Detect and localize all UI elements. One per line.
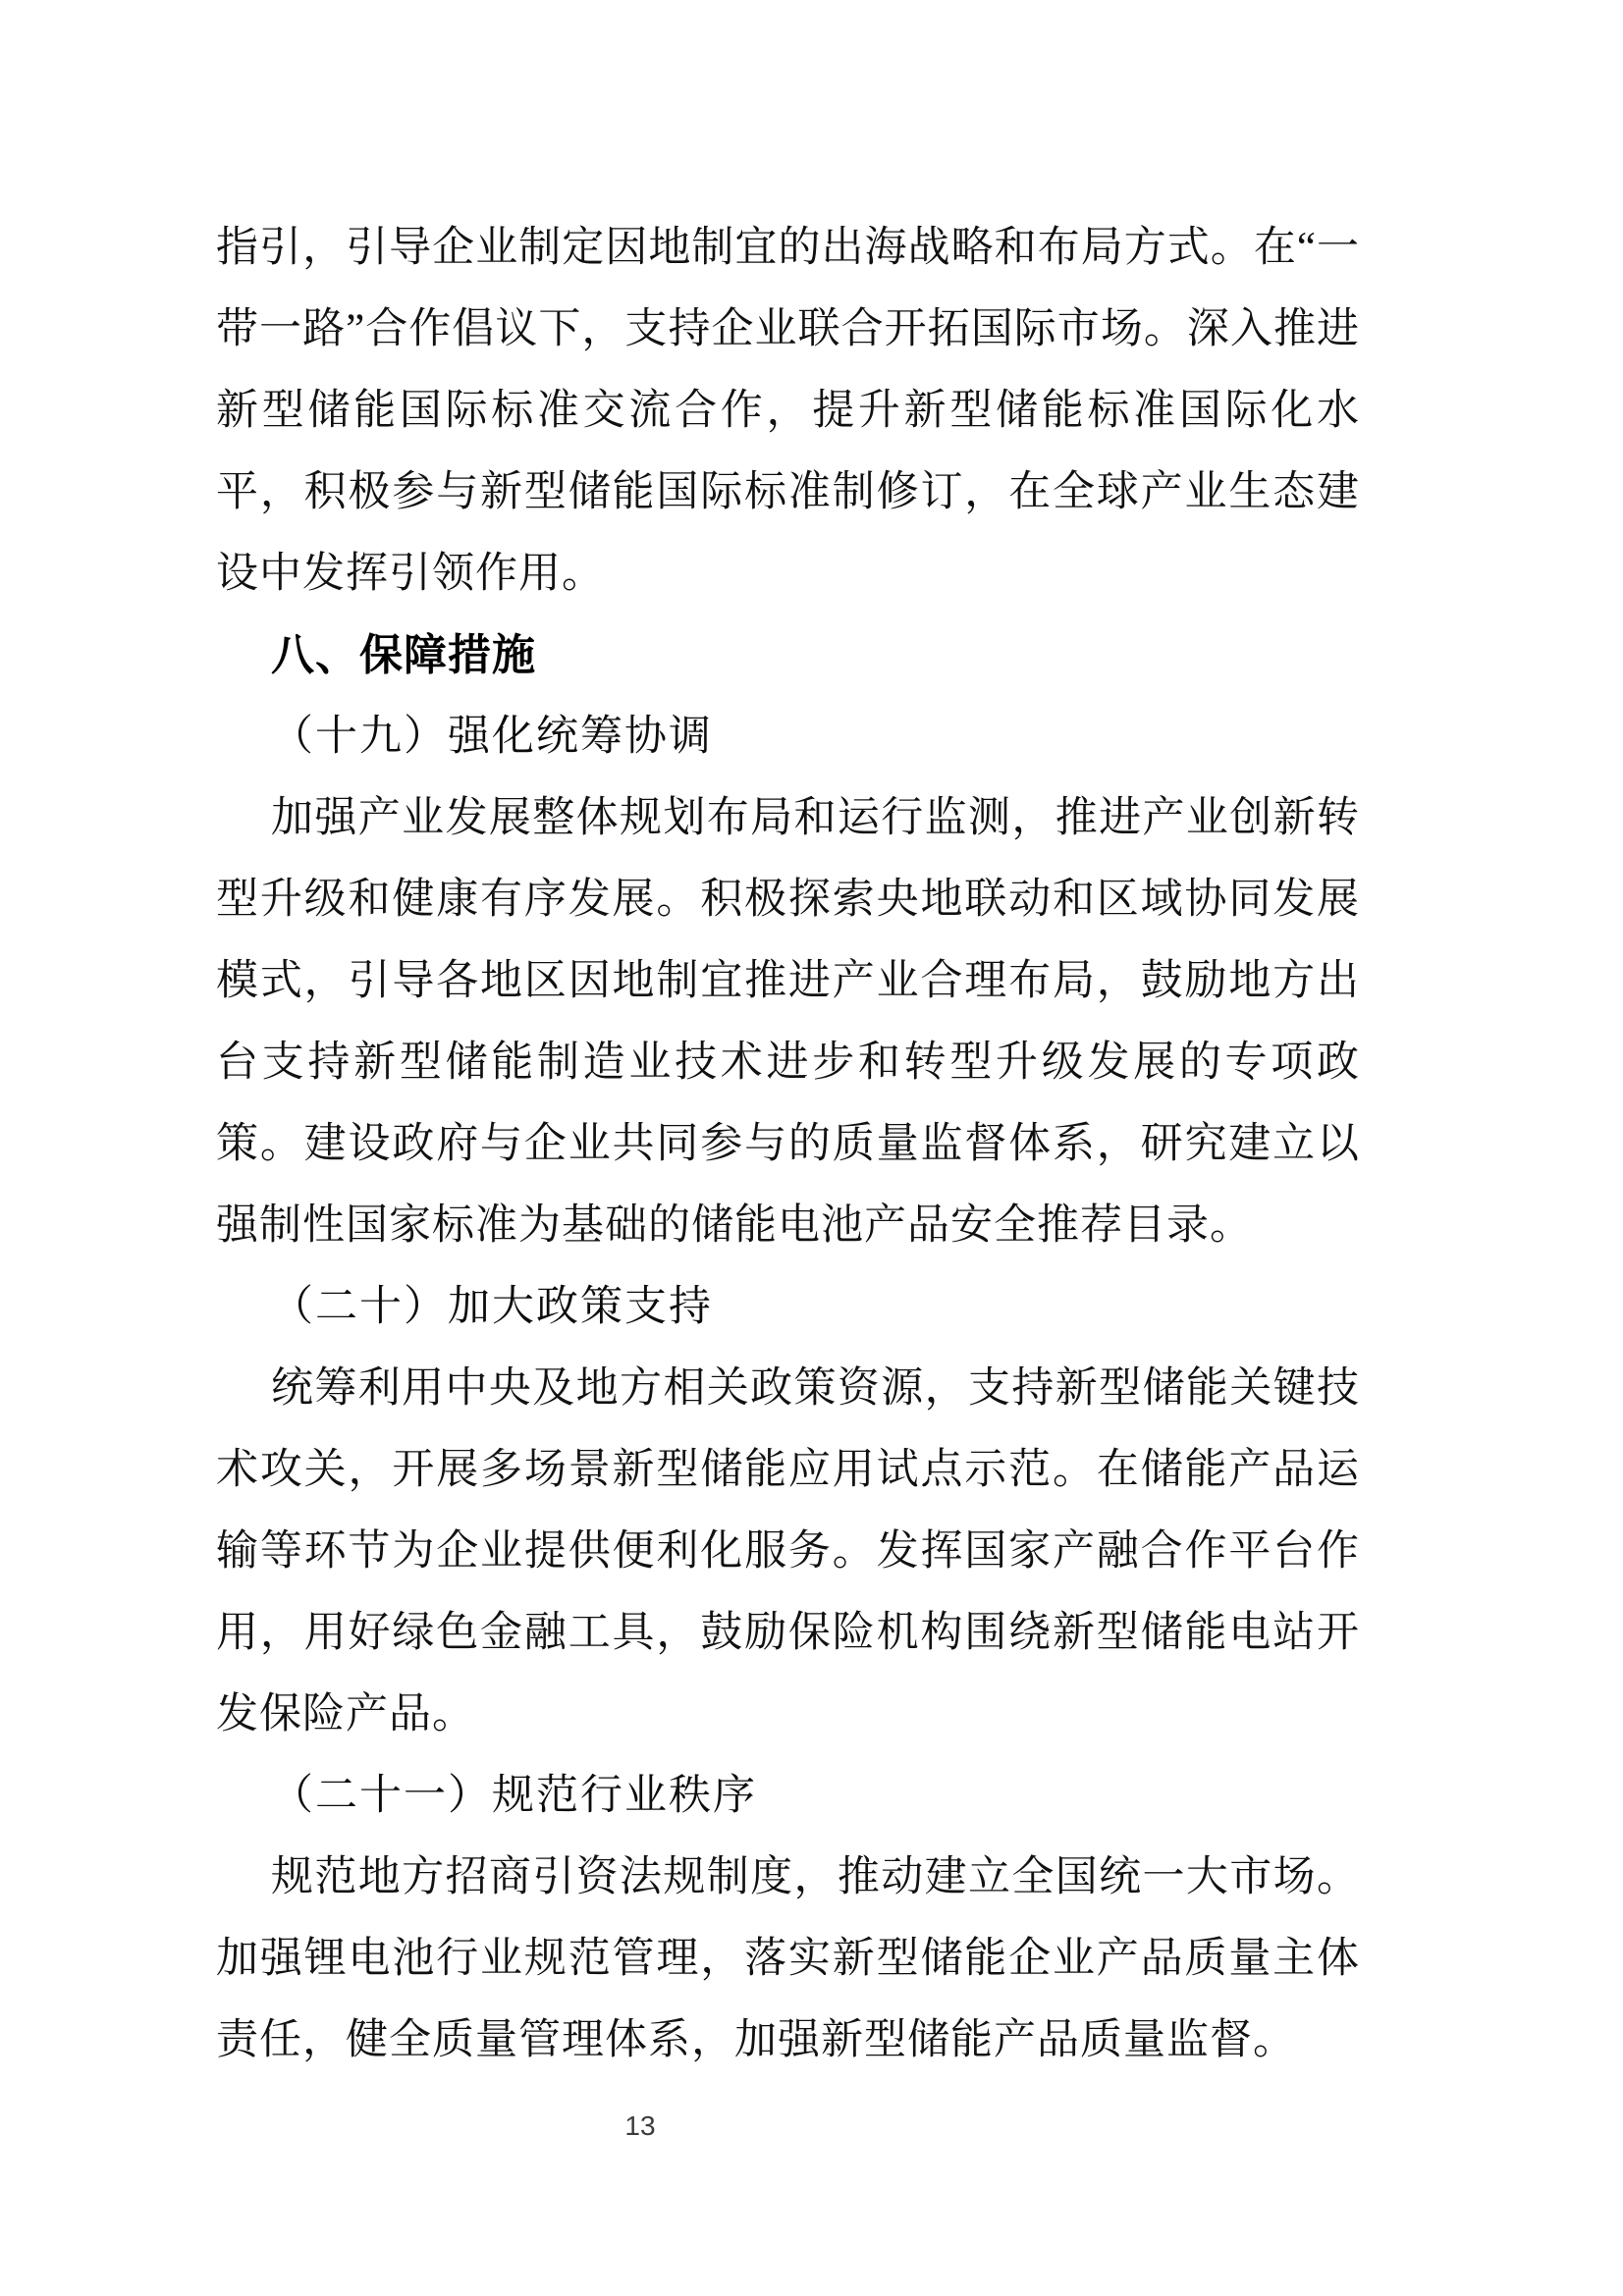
subsection-body-20: 统筹利用中央及地方相关政策资源，支持新型储能关键技术攻关，开展多场景新型储能应用试点示范。在储能产品运输等环节为企业提供便利化服务。发挥国家产融合作平台作用，用好绿色金融工具，鼓励保险机构围绕新型储能电站开发保险产品。 bbox=[216, 1365, 1360, 1737]
subsection-heading-21: （二十一）规范行业秩序 bbox=[271, 1773, 757, 1819]
section-heading: 八、保障措施 bbox=[271, 631, 536, 679]
subsection-heading-19: （十九）强化统筹协调 bbox=[271, 714, 713, 760]
subsection-heading-20: （二十）加大政策支持 bbox=[271, 1284, 713, 1330]
intro-paragraph: 指引，引导企业制定因地制宜的出海战略和布局方式。在“一带一路”合作倡议下，支持企业联合开拓国际市场。深入推进新型储能国际标准交流合作，提升新型储能标准国际化水平，积极参与新型储能国际标准制修订，在全球产业生态建设中发挥引领作用。 bbox=[216, 225, 1360, 597]
subsection-body-21: 规范地方招商引资法规制度，推动建立全国统一大市场。加强锂电池行业规范管理，落实新型储能企业产品质量主体责任，健全质量管理体系，加强新型储能产品质量监督。 bbox=[216, 1854, 1360, 2063]
text-block bbox=[216, 207, 1360, 2081]
page-number: 13 bbox=[624, 2110, 656, 2141]
subsection-body-19: 加强产业发展整体规划布局和运行监测，推进产业创新转型升级和健康有序发展。积极探索央地联动和区域协同发展模式，引导各地区因地制宜推进产业合理布局，鼓励地方出台支持新型储能制造业技术进步和转型升级发展的专项政策。建设政府与企业共同参与的质量监督体系，研究建立以强制性国家标准为基础的储能电池产品安全推荐目录。 bbox=[216, 795, 1360, 1249]
